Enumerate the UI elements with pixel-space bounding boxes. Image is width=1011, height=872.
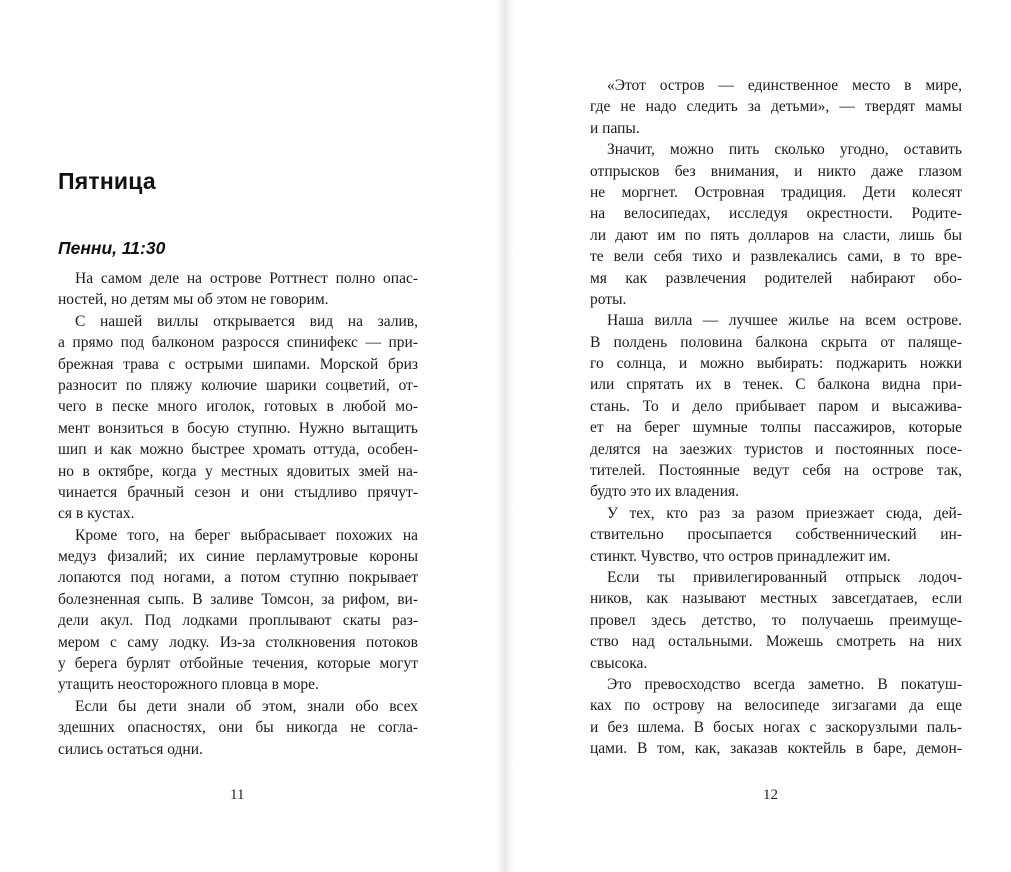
text-line: будто это их владения. [590,483,740,501]
text-line: не моргнет. Островная традиция. Дети колесят [590,183,962,201]
text-line: но в октябре, когда у местных ядовитых змей на- [58,462,418,480]
text-line: лопаются под ногами, а потом ступню покрывает [58,569,418,587]
text-line: Наша вилла — лучшее жилье на всем острове. [607,312,962,330]
text-line: здешних опасностях, они бы никогда не согла- [58,719,418,737]
text-line: дели акул. Под лодками проплывают скаты раз- [58,612,418,630]
text-line: «Этот остров — единственное место в мире, [607,77,962,94]
text-line: отпрысков без внимания, и никто даже глазом [590,162,962,180]
text-line: стань. То и дело прибывает паром и высажива- [590,397,962,415]
text-line: Значит, можно пить сколько угодно, оставить [607,141,962,159]
text-line: на велосипедах, исследуя окрестности. Родите- [590,205,962,223]
text-line: ствительно просыпается собственнический ин- [590,526,962,544]
text-line: Если ты привилегированный отпрыск лодоч- [607,568,962,586]
text-line: ся в кустах. [58,505,135,523]
text-line: сились остаться одни. [58,740,203,758]
text-line: цами. В том, как, заказав коктейль в баре, демон- [590,740,962,758]
text-line: тителей. Постоянные ведут себя на острове так, [590,462,962,480]
text-line: Если бы дети знали об этом, знали обо всех [75,697,418,715]
text-line: и папы. [590,119,640,137]
text-line: С нашей виллы открывается вид на залив, [75,312,418,330]
text-line: чинается брачный сезон и они стыдливо прячут- [58,483,418,501]
text-line: Кроме того, на берег выбрасывает похожих на [75,526,418,544]
text-line: брежная трава с острыми шипами. Морской бриз [58,355,418,373]
text-line: утащить неосторожного пловца в море. [58,676,319,694]
right-page [510,0,1011,872]
text-line: провел здесь детство, то получаешь преимуще- [590,611,962,629]
text-line: ство над остальными. Можешь смотреть на них [590,633,962,651]
text-line: шип и как можно быстрее хромать оттуда, особен- [58,441,418,459]
right-page-number: 12 [763,787,778,803]
text-line: На самом деле на острове Роттнест полно опас- [75,270,418,287]
text-line: ников, как называют местных завсегдатаев, если [590,590,962,608]
text-line: Это превосходство всегда заметно. В покатуш- [607,675,962,693]
text-line: роты. [590,290,627,308]
text-line: и без шлема. В босых ногах с заскорузлыми паль- [590,718,962,736]
text-line: В полдень половина балкона скрыта от паляще- [590,333,962,351]
text-line: У тех, кто раз за разом приезжает сюда, дей- [607,504,962,522]
text-line: ли дают им по пять долларов на сласти, лишь бы [590,226,962,244]
text-line: мент вонзиться в босую ступню. Нужно вытащить [58,419,418,437]
left-page-number: 11 [230,787,245,803]
text-line: а прямо под балконом разросся спинифекс — при- [58,334,418,352]
text-line: мером с саму лодку. Из-за столкновения потоков [58,633,418,651]
text-line: стинкт. Чувство, что остров принадлежит им. [590,547,891,565]
text-line: те вели себя тихо и развлекались сами, в то вре- [590,248,962,266]
text-line: у берега бурлят отбойные течения, которые могут [58,655,418,673]
right-page-body-text [590,75,962,760]
text-line: где не надо следить за детьми», — твердят мамы [590,98,962,116]
left-page-body-text [58,268,418,760]
chapter-title: Пятница [58,168,156,194]
section-heading: Пенни, 11:30 [58,238,166,258]
text-line: делятся на заезжих туристов и постоянных посе- [590,440,962,458]
left-page [0,0,500,872]
text-line: ках по острову на велосипеде зигзагами да еще [590,697,962,715]
text-line: ет на берег шумные толпы пассажиров, которые [590,419,962,437]
text-line: или спрятать их в тенек. С балкона видна при- [590,376,962,394]
text-line: медуз физалий; их синие перламутровые короны [58,548,418,566]
text-line: ностей, но детям мы об этом не говорим. [58,291,329,309]
text-line: свысока. [590,654,648,672]
text-line: болезненная сыпь. В заливе Томсон, за рифом, ви- [58,590,418,608]
text-line: мя как развлечения родителей набирают обо- [590,269,962,287]
text-line: чего в песке много иголок, готовых в любой мо- [58,398,418,416]
text-line: разносит по пляжу колючие шарики соцветий, от- [58,376,418,394]
text-line: го солнца, и можно выбирать: поджарить ножки [590,355,962,373]
